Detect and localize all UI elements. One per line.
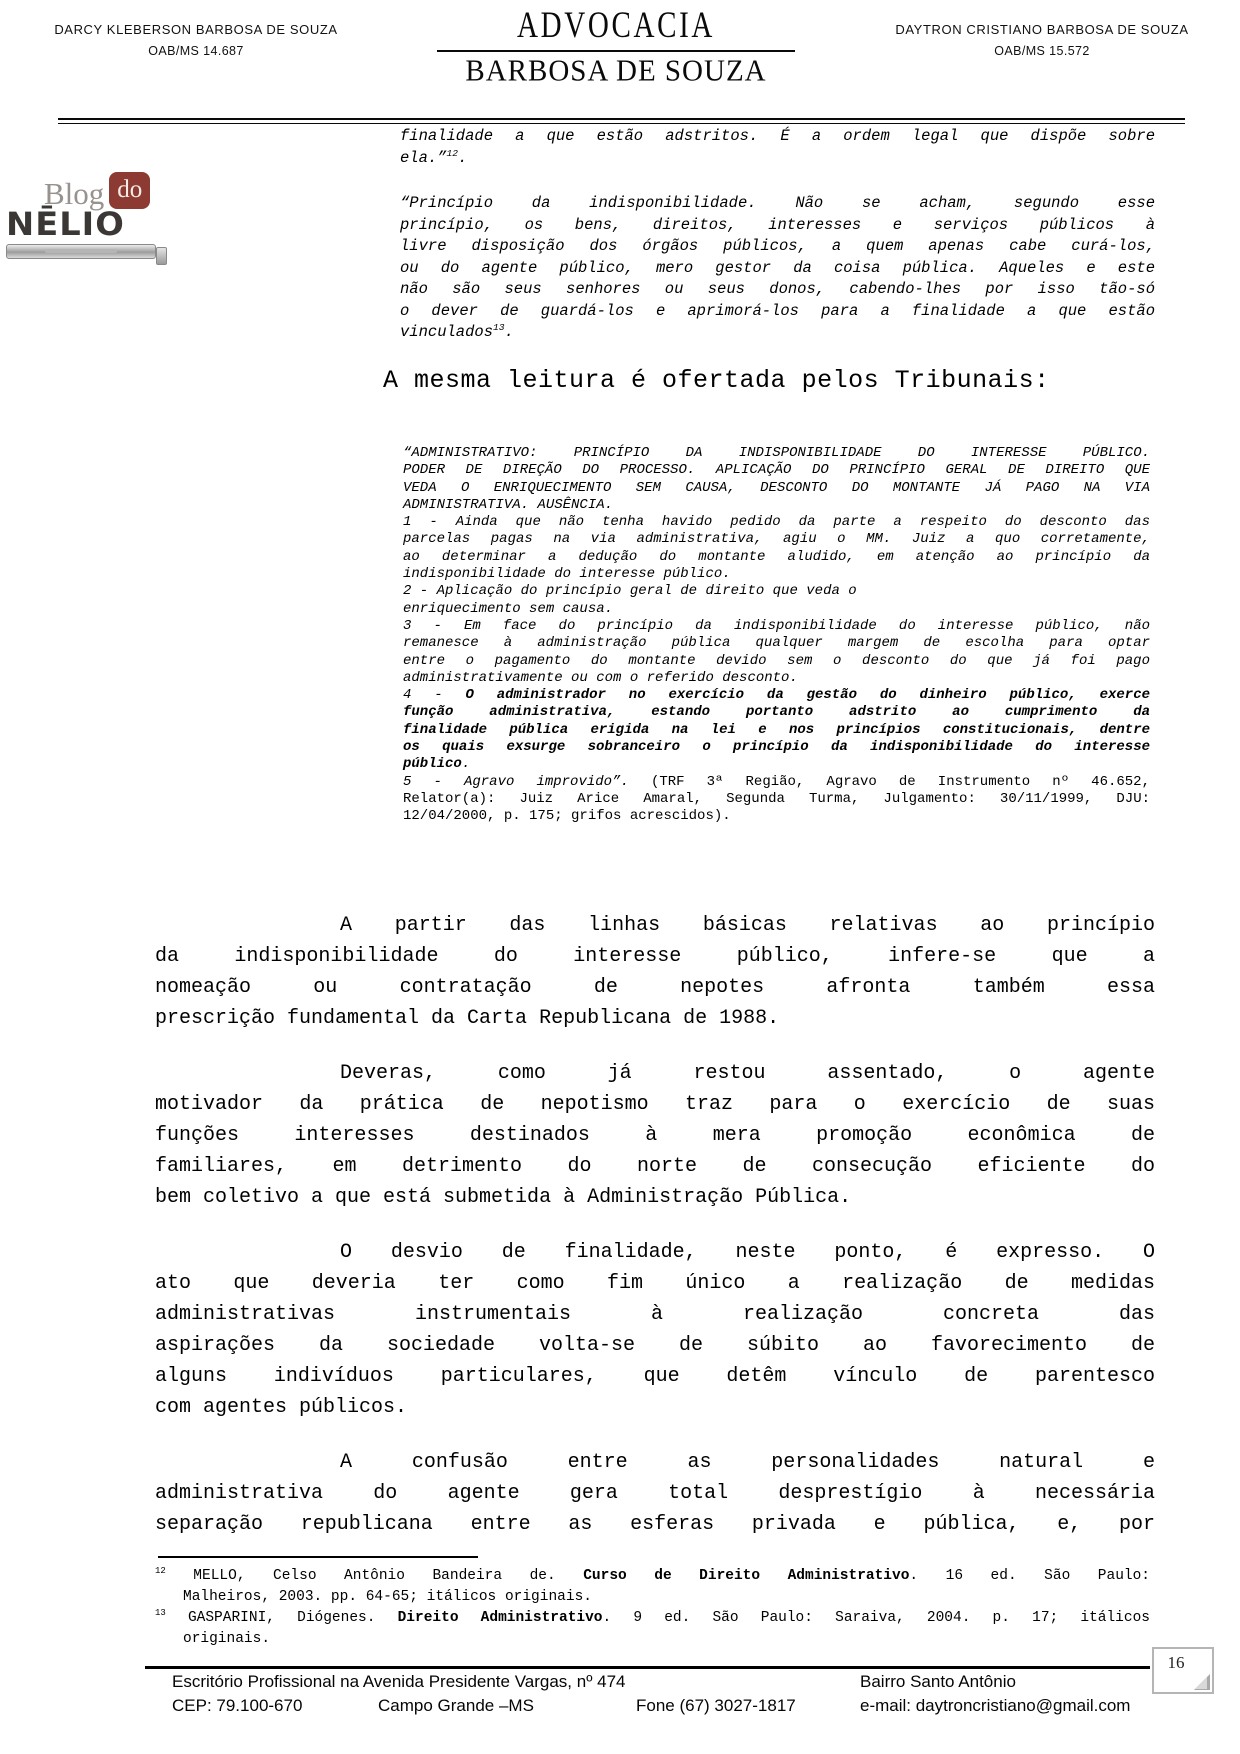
- lawyer-right-name: DAYTRON CRISTIANO BARBOSA DE SOUZA: [895, 22, 1189, 37]
- body-paragraph-2: Deveras, como já restou assentado, o agente motivador da prática de nepotismo traz para o exercício de suas funções interesses destinados à mera promoção econômica de familiares, em detrimento do norte de consecução eficiente do bem coletivo a que está submetida à Administração Pública.: [155, 1062, 1155, 1209]
- logo-word-nelio: NĒLIO: [6, 204, 125, 243]
- firm-title-line1: ADVOCACIA: [517, 5, 715, 47]
- logo-pipe-icon: [6, 244, 156, 259]
- page-number-badge: [1152, 1647, 1214, 1694]
- footer-district: Bairro Santo Antônio: [860, 1672, 1016, 1691]
- quote-block-2: “Princípio da indisponibilidade. Não se acham, segundo esse princípio, os bens, direitos, interesses e serviços públicos à livre disposição dos órgãos públicos, a quem apenas cabe curá-los, ou do agente público, mero gestor da coisa pública. Aqueles e este não são seus senhores ou seus donos, cabendo-lhes por isso tão-só o dever de guardá-los e aprimorá-los para a finalidade a que estão vinculados$^{13}$.: [400, 194, 1155, 341]
- firm-title-line2: BARBOSA DE SOUZA: [465, 54, 767, 88]
- body-text: [155, 910, 1155, 1564]
- footer-phone: Fone (67) 3027-1817: [636, 1696, 796, 1715]
- footer-rule: [145, 1666, 1150, 1669]
- firm-title-block: [420, 5, 812, 88]
- page-number: 16: [1167, 1653, 1185, 1672]
- footer-city: Campo Grande –MS: [378, 1696, 534, 1715]
- body-paragraph-1: A partir das linhas básicas relativas ao princípio da indisponibilidade do interesse público, infere-se que a nomeação ou contratação de nepotes afronta também essa prescrição fundamental da Carta Republicana de 1988.: [155, 914, 1155, 1030]
- footnote-separator: [158, 1556, 478, 1558]
- section-lead-sentence: A mesma leitura é ofertada pelos Tribunais:: [383, 366, 1050, 395]
- footnote-13: $^{13}$ GASPARINI, Diógenes. Direito Administrativo. 9 ed. São Paulo: Saraiva, 2004. p. 17; itálicos originais.: [155, 1608, 1150, 1647]
- lawyer-left-block: [40, 22, 352, 58]
- page-curl-icon: [1194, 1674, 1210, 1690]
- footer-email: e-mail: daytroncristiano@gmail.com: [860, 1696, 1131, 1715]
- lawyer-left-oab: OAB/MS 14.687: [148, 44, 244, 58]
- quote-block-1: finalidade a que estão adstritos. É a ordem legal que dispõe sobre ela.”$^{12}$.: [400, 127, 1155, 167]
- footnote-12: $^{12}$ MELLO, Celso Antônio Bandeira de. Curso de Direito Administrativo. 16 ed. São Paulo: Malheiros, 2003. pp. 64-65; itálicos originais.: [155, 1566, 1150, 1605]
- body-paragraph-4: A confusão entre as personalidades natural e administrativa do agente gera total desprestígio à necessária separação republicana entre as esferas privada e pública, e, por: [155, 1451, 1155, 1536]
- firm-title-divider: [437, 50, 795, 52]
- jurisprudence-quote-block: “ADMINISTRATIVO: PRINCÍPIO DA INDISPONIBILIDADE DO INTERESSE PÚBLICO. PODER DE DIREÇÃO DO PROCESSO. APLICAÇÃO DO PRINCÍPIO GERAL DE DIREITO QUE VEDA O ENRIQUECIMENTO SEM CAUSA, DESCONTO DO MONTANTE JÁ PAGO NA VIA ADMINISTRATIVA. AUSÊNCIA. 1 - Ainda que não tenha havido pedido da parte a respeito do desconto das parcelas pagas na via administrativa, agiu o MM. Juiz a quo corretamente, ao determinar a dedução do montante aludido, em atenção ao princípio da indisponibilidade do interesse público. 2 - Aplicação do princípio geral de direito que veda o enriquecimento sem causa. 3 - Em face do princípio da indisponibilidade do interesse público, não remanesce à administração pública qualquer margem de escolha para optar entre o pagamento do montante devido sem o desconto do que já foi pago administrativamente ou com o referido desconto. 4 - O administrador no exercício da gestão do dinheiro público, exerce função administrativa, estando portanto adstrito ao cumprimento da finalidade pública erigida na lei e nos princípios constitucionais, dentre os quais exsurge sobranceiro o princípio da indisponibilidade do interesse público. 5 - Agravo improvido”. (TRF 3ª Região, Agravo de Instrumento nº 46.652, Relator(a): Juiz Arice Amaral, Segunda Turma, Julgamento: 30/11/1999, DJU: 12/04/2000, p. 175; grifos acrescidos).: [403, 445, 1150, 825]
- footer-address: Escritório Profissional na Avenida Presidente Vargas, nº 474: [172, 1672, 626, 1691]
- header-rule: [58, 118, 1185, 124]
- footnotes: [155, 1566, 1150, 1650]
- blog-do-nelio-logo: [6, 172, 166, 259]
- logo-word-do: do: [109, 172, 150, 209]
- lawyer-left-name: DARCY KLEBERSON BARBOSA DE SOUZA: [54, 22, 338, 37]
- logo-word-blog: Blog: [44, 176, 105, 211]
- lawyer-right-oab: OAB/MS 15.572: [994, 44, 1090, 58]
- body-paragraph-3: O desvio de finalidade, neste ponto, é expresso. O ato que deveria ter como fim único a realização de medidas administrativas instrumentais à realização concreta das aspirações da sociedade volta-se de súbito ao favorecimento de alguns indivíduos particulares, que detêm vínculo de parentesco com agentes públicos.: [155, 1241, 1155, 1419]
- lawyer-right-block: [886, 22, 1198, 58]
- footer-cep: CEP: 79.100-670: [172, 1696, 303, 1715]
